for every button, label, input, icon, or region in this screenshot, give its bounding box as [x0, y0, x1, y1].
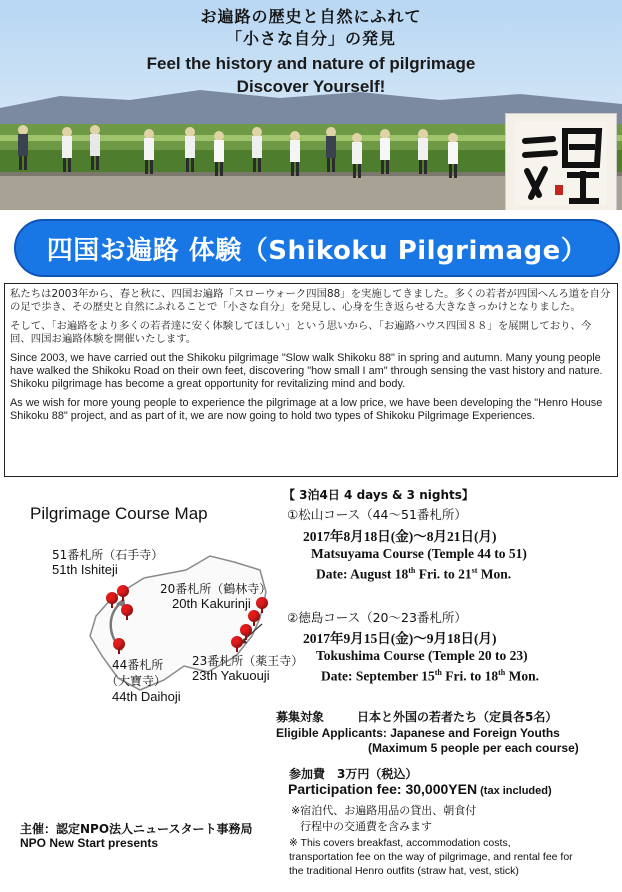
title-banner: [14, 219, 620, 277]
course1-title-jp: ①松山コース（44～51番札所）: [287, 507, 467, 522]
course1-title-en: Matsuyama Course (Temple 44 to 51): [311, 546, 527, 561]
banner-title: 四国お遍路 体験（Shikoku Pilgrimage）: [46, 235, 588, 266]
fee-jp-note2: 行程中の交通費を含みます: [300, 820, 432, 833]
temple-pin-icon: [121, 604, 133, 616]
ordinal-suffix: st: [471, 566, 478, 575]
applicants-value-jp: 日本と外国の若者たち（定員各5名）: [357, 710, 558, 724]
fee-en-note2: transportation fee on the way of pilgrimage, and rental fee for: [289, 851, 573, 863]
header-en-line1: Feel the history and nature of pilgrimage: [146, 54, 476, 73]
fee-en: [288, 781, 552, 799]
temple-pin-icon: [117, 585, 129, 597]
fee-jp-note1: ※宿泊代、お遍路用品の貸出、朝食付: [291, 804, 477, 817]
temple-pin-icon: [256, 597, 268, 609]
temple-pin-icon: [113, 638, 125, 650]
course2-title-jp: ②徳島コース（20～23番札所）: [287, 610, 467, 625]
applicants-en-line2: (Maximum 5 people per each course): [368, 741, 579, 755]
ordinal-suffix: th: [498, 668, 506, 677]
fee-en-note3: the traditional Henro outfits (straw hat, vest, stick): [289, 865, 519, 877]
course1-date-en: [316, 566, 511, 583]
header-jp-line1: お遍路の歴史と自然にふれて: [200, 7, 422, 26]
course2-date-part: Date: September 15: [321, 668, 435, 684]
map-label-20-en: 20th Kakurinji: [172, 596, 251, 611]
hero-photo: [0, 0, 622, 210]
ordinal-suffix: th: [434, 668, 442, 677]
temple-pin-icon: [106, 592, 118, 604]
map-label-20-jp: 20番札所（鶴林寺）: [160, 582, 272, 596]
ordinal-suffix: th: [408, 566, 416, 575]
course2-date-part: Fri. to 18: [441, 668, 499, 684]
map-label-23-en: 23th Yakuouji: [192, 668, 270, 683]
course2-date-part: Mon.: [505, 668, 539, 684]
applicants-en-line1: Eligible Applicants: Japanese and Foreign Youths: [276, 726, 560, 740]
fee-jp: 参加費 3万円（税込）: [289, 767, 418, 781]
organization-logo: [505, 113, 617, 210]
fee-en-main: Participation fee: 30,000YEN: [288, 781, 478, 797]
course1-date-part: Fri. to 21: [415, 566, 472, 582]
map-label-51-jp: 51番札所（石手寺）: [52, 548, 164, 562]
map-title: Pilgrimage Course Map: [30, 504, 208, 523]
course1-date-jp: 2017年8月18日(金)～8月21日(月): [303, 529, 497, 544]
header-en-line2: Discover Yourself!: [236, 77, 386, 96]
intro-p3: Since 2003, we have carried out the Shikoku pilgrimage "Slow walk Shikoku 88" in spring and autumn. Many young people have walked the Shikoku Road on their own feet, discovering "how small I am" through sensing the vast history and nature. Shikoku pilgrimage has become a great opportunity for revitalizing mind and body.: [10, 352, 603, 390]
course1-date-part: Mon.: [477, 566, 512, 582]
map-label-44-en: 44th Daihoji: [112, 689, 181, 704]
fee-en-note: (tax included): [477, 785, 552, 797]
organizer-jp: 主催：認定NPO法人ニュースタート事務局: [20, 822, 253, 836]
intro-p4: As we wish for more young people to experience the pilgrimage at a low price, we have been developing the "Henro House Shikoku 88" project, and as part of it, we are now going to hold two types of Shikoku Pilgrimage Experiences.: [10, 397, 603, 422]
course2-title-en: Tokushima Course (Temple 20 to 23): [316, 648, 528, 663]
map-label-44-jp: 44番札所: [112, 658, 164, 672]
map-label-44-jp2: （大寶寺）: [106, 674, 167, 688]
map-label-51-en: 51th Ishiteji: [52, 562, 118, 577]
applicants-label-jp: 募集対象: [276, 710, 325, 724]
course2-date-jp: 2017年9月15日(金)～9月18日(月): [303, 631, 497, 646]
calligraphy-logo: [515, 121, 607, 205]
temple-pin-icon: [240, 624, 252, 636]
course2-date-en: [321, 668, 539, 685]
intro-p2: そして、「お遍路をより多くの若者達に安く体験してほしい」という思いから、「お遍路ハウス四国８８」を展開しており、今回、四国お遍路体験を開催いたします。: [10, 320, 592, 345]
intro-box: [4, 283, 618, 477]
intro-p1: 私たちは2003年から、春と秋に、四国お遍路「スローウォーク四国88」を実施してきました。多くの若者が四国へんろ道を自分の足で歩き、その歴史と自然にふれることで「小さな自分」を発見し、心身を生き返らせる大きなきっかけとなりました。: [10, 288, 611, 313]
map-label-23-jp: 23番札所（薬王寺）: [192, 654, 304, 668]
organizer-en: NPO New Start presents: [20, 836, 159, 850]
schedule-header: 【 3泊4日 4 days & 3 nights】: [283, 488, 474, 502]
fee-en-note1: ※ This covers breakfast, accommodation costs,: [289, 837, 511, 849]
temple-pin-icon: [248, 610, 260, 622]
course1-date-part: Date: August 18: [316, 566, 409, 582]
temple-pin-icon: [231, 636, 243, 648]
header-jp-line2: 「小さな自分」の発見: [225, 29, 396, 48]
